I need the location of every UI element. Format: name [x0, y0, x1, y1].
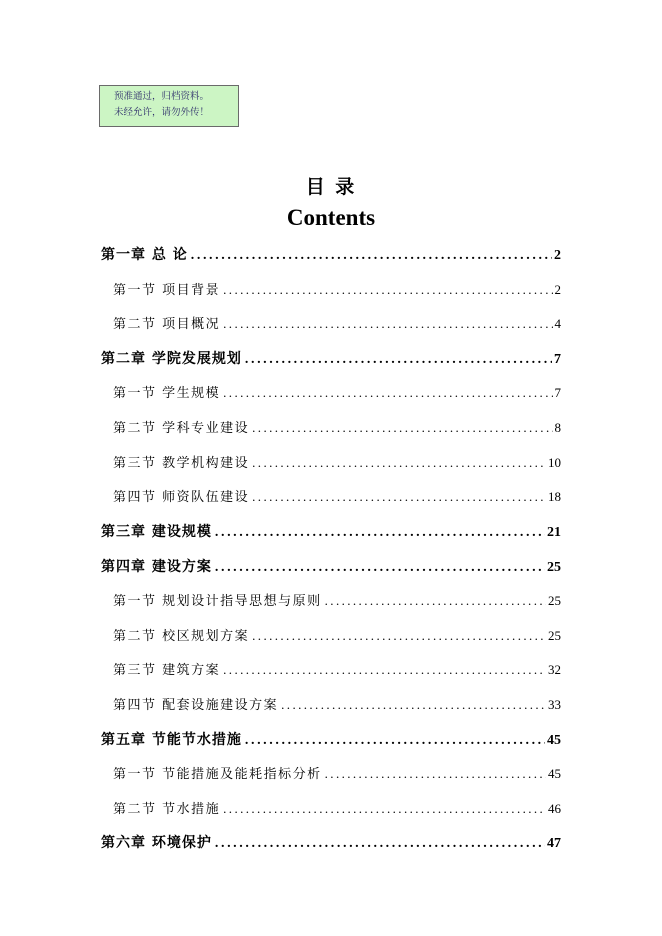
toc-leader-dots: [325, 593, 546, 609]
toc-entry-label: 第二节 学科专业建设: [113, 421, 250, 436]
toc-entry-chapter-2[interactable]: [101, 348, 561, 368]
toc-entry-label: 第六章 环境保护: [101, 835, 212, 851]
toc-entry-label: 第二节 项目概况: [113, 317, 221, 332]
toc-entry-page: 25: [548, 628, 561, 643]
stamp-line-2: 未经允许，请勿外传！: [114, 107, 210, 118]
toc-entry-section[interactable]: [113, 313, 561, 333]
toc-entry-page: 4: [554, 316, 561, 331]
toc-entry-chapter-4[interactable]: [101, 556, 561, 576]
toc-title: 目 录: [305, 176, 357, 198]
toc-entry-label: 第一节 规划设计指导思想与原则: [113, 594, 322, 609]
toc-leader-dots: [223, 316, 552, 332]
toc-entry-chapter-6[interactable]: [101, 832, 561, 852]
toc-leader-dots: [252, 489, 546, 505]
toc-leader-dots: [325, 766, 546, 782]
toc-leader-dots: [223, 662, 546, 678]
toc-leader-dots: [281, 697, 546, 713]
toc-entry-chapter-3[interactable]: [101, 521, 561, 541]
toc-leader-dots: [245, 352, 552, 368]
toc-subtitle: Contents: [286, 205, 376, 230]
toc-entry-page: 45: [548, 766, 561, 781]
toc-entry-label: 第三节 建筑方案: [113, 663, 221, 678]
toc-entry-label: 第一节 节能措施及能耗指标分析: [113, 767, 322, 782]
toc-entry-label: 第四节 配套设施建设方案: [113, 698, 279, 713]
toc-leader-dots: [252, 455, 546, 471]
toc-entry-page: 10: [548, 455, 561, 470]
toc-entry-page: 46: [548, 801, 561, 816]
toc-entry-label: 第三节 教学机构建设: [113, 456, 250, 471]
toc-entry-section[interactable]: [113, 590, 561, 610]
toc-entry-page: 32: [548, 662, 561, 677]
toc-entry-label: 第四章 建设方案: [101, 559, 212, 575]
toc-entry-page: 21: [547, 525, 561, 540]
toc-entry-section[interactable]: [113, 279, 561, 299]
toc-entry-page: 47: [547, 836, 561, 851]
toc-entry-section[interactable]: [113, 486, 561, 506]
stamp-line-1: 预准通过，归档资料。: [114, 91, 210, 102]
toc-entry-chapter-5[interactable]: [101, 729, 561, 749]
toc-entry-label: 第二节 校区规划方案: [113, 629, 250, 644]
toc-entry-label: 第四节 师资队伍建设: [113, 490, 250, 505]
toc-entry-label: 第三章 建设规模: [101, 524, 212, 540]
toc-leader-dots: [223, 385, 552, 401]
toc-entry-page: 2: [554, 282, 561, 297]
toc-entry-page: 33: [548, 697, 561, 712]
toc-leader-dots: [191, 248, 552, 264]
toc-entry-label: 第二节 节水措施: [113, 802, 221, 817]
toc-entry-section[interactable]: [113, 382, 561, 402]
toc-leader-dots: [252, 420, 552, 436]
toc-entry-section[interactable]: [113, 452, 561, 472]
toc-entry-section[interactable]: [113, 625, 561, 645]
toc-entry-chapter-1[interactable]: [101, 244, 561, 264]
toc-entry-label: 第一节 学生规模: [113, 386, 221, 401]
toc-entry-page: 8: [554, 420, 561, 435]
toc-entry-section[interactable]: [113, 798, 561, 818]
toc-entry-page: 7: [554, 385, 561, 400]
toc-entry-section[interactable]: [113, 694, 561, 714]
toc-entry-section[interactable]: [113, 659, 561, 679]
toc-entry-page: 25: [548, 593, 561, 608]
toc-leader-dots: [215, 525, 545, 541]
toc-leader-dots: [223, 282, 552, 298]
toc-entry-label: 第一章 总 论: [101, 247, 188, 263]
toc-leader-dots: [245, 733, 545, 749]
toc-entry-page: 7: [554, 352, 561, 367]
toc-leader-dots: [223, 801, 546, 817]
toc-entry-page: 18: [548, 489, 561, 504]
toc-entry-section[interactable]: [113, 763, 561, 783]
toc-entry-page: 2: [554, 248, 561, 263]
toc-entry-page: 45: [547, 733, 561, 748]
toc-leader-dots: [252, 628, 546, 644]
toc-leader-dots: [215, 560, 545, 576]
toc-entry-label: 第一节 项目背景: [113, 283, 221, 298]
toc-entry-label: 第二章 学院发展规划: [101, 351, 242, 367]
toc-leader-dots: [215, 836, 545, 852]
toc-entry-label: 第五章 节能节水措施: [101, 732, 242, 748]
toc-entry-page: 25: [547, 560, 561, 575]
toc-entry-section[interactable]: [113, 417, 561, 437]
